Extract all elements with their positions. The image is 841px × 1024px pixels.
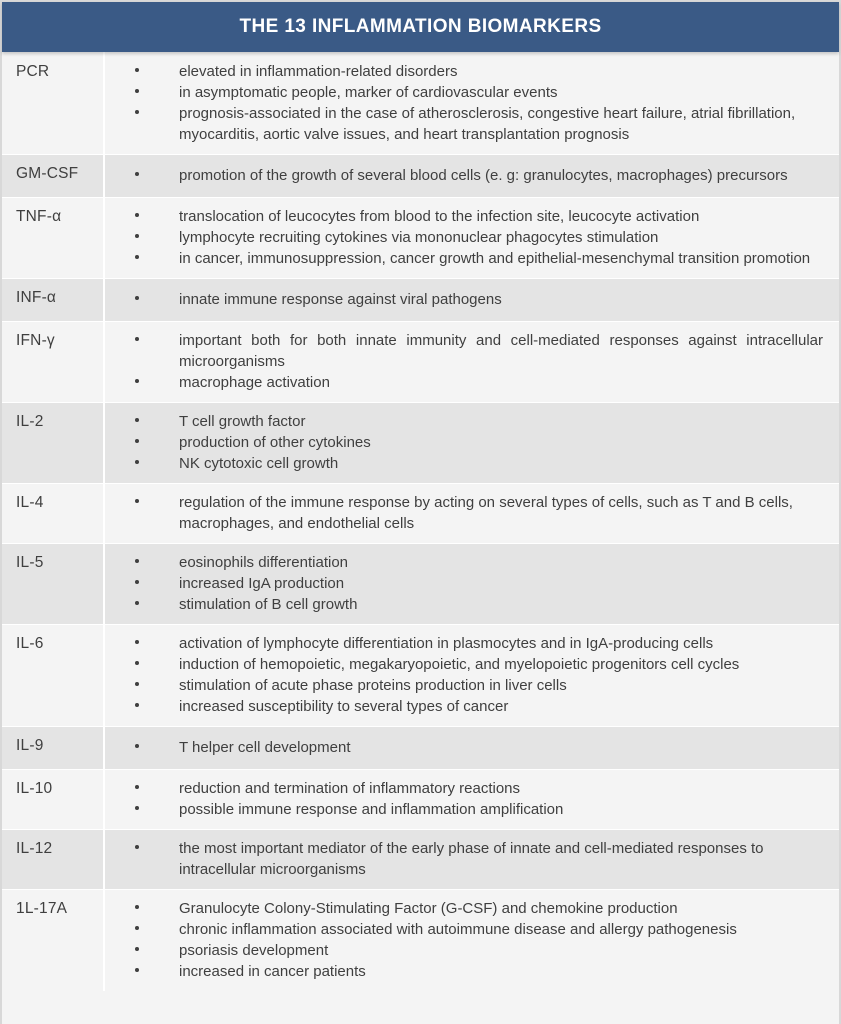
- biomarker-name: IL-12: [16, 840, 53, 857]
- biomarker-description: [105, 483, 839, 543]
- biomarker-description: [105, 624, 839, 726]
- list-item-text: induction of hemopoietic, megakaryopoietic, and myelopoietic progenitors cell cycles: [179, 656, 740, 673]
- list-item: [105, 248, 823, 269]
- list-item: [105, 330, 823, 372]
- bullet-icon: [105, 737, 151, 758]
- biomarker-name: INF-α: [16, 289, 57, 306]
- table-row: [2, 154, 839, 197]
- list-item: [105, 675, 823, 696]
- biomarker-description: [105, 726, 839, 769]
- bullet-list: [105, 838, 823, 880]
- list-item: [105, 838, 823, 880]
- list-item-text: in cancer, immunosuppression, cancer growth and epithelial-mesenchymal transition promotion: [179, 250, 811, 267]
- bullet-icon: [105, 838, 151, 859]
- list-item: [105, 411, 823, 432]
- list-item: [105, 165, 823, 186]
- list-item: [105, 82, 823, 103]
- bullet-icon: [105, 919, 151, 940]
- list-item: [105, 61, 823, 82]
- list-item: [105, 961, 823, 982]
- biomarker-name: IFN-γ: [16, 332, 55, 349]
- bullet-list: [105, 165, 823, 186]
- list-item-text: possible immune response and inflammation amplification: [179, 801, 564, 818]
- list-item-text: chronic inflammation associated with autoimmune disease and allergy pathogenesis: [179, 921, 737, 938]
- list-item: [105, 919, 823, 940]
- biomarker-description: [105, 829, 839, 889]
- page-title: THE 13 INFLAMMATION BIOMARKERS: [239, 16, 602, 37]
- table-row: [2, 402, 839, 483]
- bullet-icon: [105, 82, 151, 103]
- list-item-text: increased susceptibility to several types of cancer: [179, 698, 509, 715]
- bullet-list: [105, 61, 823, 145]
- table-row: [2, 52, 839, 154]
- list-item-text: T cell growth factor: [179, 413, 306, 430]
- bullet-icon: [105, 103, 151, 124]
- biomarker-description: [105, 543, 839, 624]
- list-item: [105, 654, 823, 675]
- bullet-list: [105, 737, 823, 758]
- table-row: [2, 829, 839, 889]
- list-item-text: in asymptomatic people, marker of cardiovascular events: [179, 84, 558, 101]
- bullet-icon: [105, 227, 151, 248]
- biomarker-name: 1L-17A: [16, 900, 68, 917]
- list-item-text: eosinophils differentiation: [179, 554, 349, 571]
- bullet-list: [105, 289, 823, 310]
- biomarker-name: GM-CSF: [16, 165, 79, 182]
- bullet-list: [105, 778, 823, 820]
- biomarker-name: IL-2: [16, 413, 44, 430]
- bullet-icon: [105, 453, 151, 474]
- bullet-icon: [105, 289, 151, 310]
- bullet-icon: [105, 594, 151, 615]
- list-item: [105, 799, 823, 820]
- table-row: [2, 769, 839, 829]
- biomarker-description: [105, 52, 839, 154]
- bullet-icon: [105, 61, 151, 82]
- list-item-text: Granulocyte Colony-Stimulating Factor (G-CSF) and chemokine production: [179, 900, 678, 917]
- bullet-list: [105, 330, 823, 393]
- biomarker-name: IL-9: [16, 737, 44, 754]
- list-item-text: activation of lymphocyte differentiation in plasmocytes and in IgA-producing cells: [179, 635, 714, 652]
- bullet-icon: [105, 675, 151, 696]
- list-item: [105, 573, 823, 594]
- table-row: [2, 889, 839, 991]
- bullet-icon: [105, 633, 151, 654]
- bullet-icon: [105, 799, 151, 820]
- list-item: [105, 432, 823, 453]
- bullet-list: [105, 633, 823, 717]
- bullet-icon: [105, 248, 151, 269]
- bullet-icon: [105, 372, 151, 393]
- bullet-icon: [105, 492, 151, 513]
- list-item-text: increased IgA production: [179, 575, 345, 592]
- list-item-text: stimulation of B cell growth: [179, 596, 358, 613]
- bullet-icon: [105, 165, 151, 186]
- list-item: [105, 206, 823, 227]
- bullet-list: [105, 492, 823, 534]
- table-row: [2, 278, 839, 321]
- list-item-text: psoriasis development: [179, 942, 329, 959]
- biomarker-description: [105, 889, 839, 991]
- list-item-text: lymphocyte recruiting cytokines via mononuclear phagocytes stimulation: [179, 229, 659, 246]
- bullet-icon: [105, 961, 151, 982]
- bullet-icon: [105, 696, 151, 717]
- bullet-icon: [105, 573, 151, 594]
- bullet-icon: [105, 940, 151, 961]
- table-row: [2, 197, 839, 278]
- list-item-text: regulation of the immune response by acting on several types of cells, such as T and B cells, macrophages, and endothelial cells: [179, 494, 793, 532]
- list-item-text: stimulation of acute phase proteins production in liver cells: [179, 677, 567, 694]
- bullet-icon: [105, 778, 151, 799]
- list-item: [105, 594, 823, 615]
- table-body: [2, 52, 839, 1024]
- list-item: [105, 898, 823, 919]
- table-row: [2, 321, 839, 402]
- list-item: [105, 372, 823, 393]
- list-item: [105, 453, 823, 474]
- biomarker-description: [105, 769, 839, 829]
- biomarker-name: IL-10: [16, 780, 53, 797]
- list-item: [105, 492, 823, 534]
- list-item: [105, 103, 823, 145]
- biomarker-description: [105, 197, 839, 278]
- table-row: [2, 543, 839, 624]
- bullet-icon: [105, 432, 151, 453]
- biomarker-description: [105, 278, 839, 321]
- list-item: [105, 778, 823, 799]
- bullet-icon: [105, 552, 151, 573]
- list-item-text: production of other cytokines: [179, 434, 371, 451]
- table-row: [2, 624, 839, 726]
- biomarker-name: IL-5: [16, 554, 44, 571]
- list-item-text: increased in cancer patients: [179, 963, 366, 980]
- list-item-text: translocation of leucocytes from blood to the infection site, leucocyte activation: [179, 208, 700, 225]
- list-item: [105, 289, 823, 310]
- bullet-list: [105, 552, 823, 615]
- list-item-text: innate immune response against viral pathogens: [179, 291, 502, 308]
- list-item: [105, 552, 823, 573]
- list-item-text: elevated in inflammation-related disorders: [179, 63, 458, 80]
- list-item-text: macrophage activation: [179, 374, 330, 391]
- list-item: [105, 227, 823, 248]
- list-item: [105, 737, 823, 758]
- biomarker-name: PCR: [16, 63, 50, 80]
- table-header-bar: [2, 2, 839, 52]
- biomarker-name: IL-4: [16, 494, 44, 511]
- bullet-icon: [105, 411, 151, 432]
- list-item: [105, 696, 823, 717]
- list-item-text: promotion of the growth of several blood cells (e. g: granulocytes, macrophages) precursors: [179, 167, 788, 184]
- table-row: [2, 726, 839, 769]
- biomarker-name: TNF-α: [16, 208, 62, 225]
- bullet-icon: [105, 898, 151, 919]
- list-item-text: prognosis-associated in the case of atherosclerosis, congestive heart failure, atrial fibrillation, myocarditis, aortic valve issues, and heart transplantation prognosis: [179, 105, 796, 143]
- bullet-icon: [105, 654, 151, 675]
- biomarker-description: [105, 402, 839, 483]
- bullet-list: [105, 411, 823, 474]
- table-row: [2, 483, 839, 543]
- bullet-list: [105, 898, 823, 982]
- list-item: [105, 940, 823, 961]
- list-item: [105, 633, 823, 654]
- biomarker-description: [105, 321, 839, 402]
- list-item-text: T helper cell development: [179, 739, 351, 756]
- list-item-text: reduction and termination of inflammatory reactions: [179, 780, 521, 797]
- biomarker-name: IL-6: [16, 635, 44, 652]
- list-item-text: NK cytotoxic cell growth: [179, 455, 339, 472]
- bullet-icon: [105, 206, 151, 227]
- biomarker-description: [105, 154, 839, 197]
- bullet-list: [105, 206, 823, 269]
- list-item-text: important both for both innate immunity and cell-mediated responses against intracellular microorganisms: [179, 332, 823, 370]
- list-item-text: the most important mediator of the early phase of innate and cell-mediated responses to intracellular microorganisms: [179, 840, 764, 878]
- bullet-icon: [105, 330, 151, 351]
